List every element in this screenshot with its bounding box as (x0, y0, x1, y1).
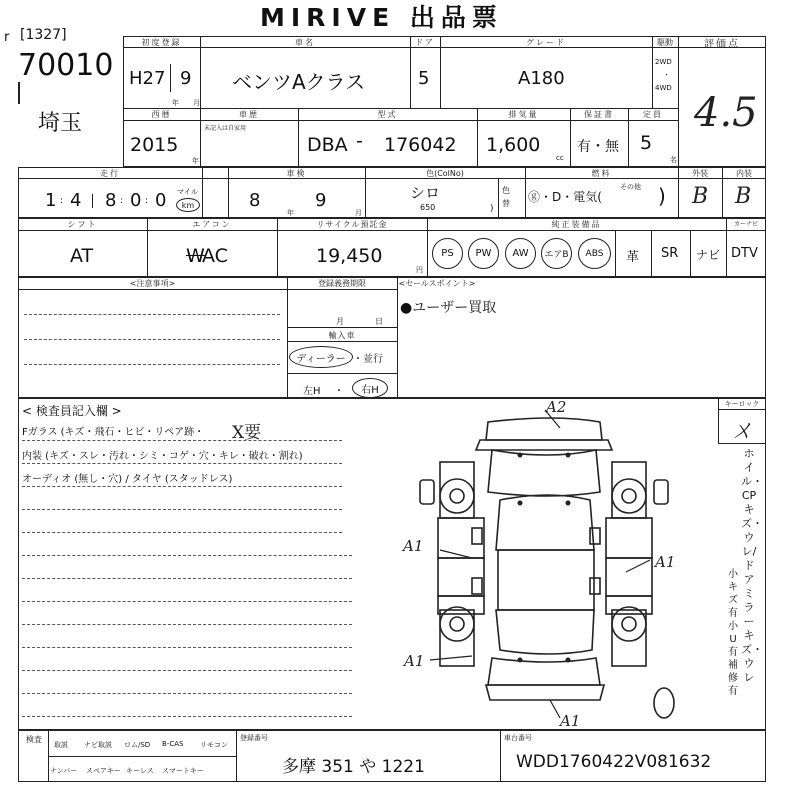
region: 埼玉 (38, 111, 83, 136)
label-exterior: 外装 (692, 169, 708, 178)
mileage-digit: 0 (130, 190, 142, 211)
recycle-fee: 19,450 (316, 245, 383, 267)
damage-a1: A1 (560, 712, 581, 730)
mileage-digit: 8 (105, 190, 117, 211)
damage-a1: A1 (403, 537, 424, 555)
equipment-ps: PS (432, 238, 463, 269)
label-shift: シフト (67, 220, 98, 229)
lot-number: 70010 (18, 48, 114, 83)
lot-prefix: r (4, 30, 10, 45)
damage-a1: A1 (655, 553, 676, 571)
bottom-item: ロム/SD (124, 741, 151, 749)
label-reg-expiry: 登録義務期限 (318, 279, 366, 288)
warranty-value: 有・無 (577, 139, 619, 155)
color-no: 650 (420, 203, 436, 212)
label-warranty: 保証書 (584, 110, 614, 119)
bottom-item: キーレス (126, 767, 154, 775)
label-fuel: 燃料 (591, 169, 612, 178)
glass-need: X要 (232, 423, 262, 443)
label-equipment: 純正装備品 (551, 220, 602, 229)
bottom-item: B-CAS (162, 740, 184, 748)
inspection-year: 8 (249, 190, 261, 211)
label-first-reg: 初度登録 (141, 38, 182, 47)
mile-unit: マイル (177, 188, 198, 196)
equipment-pw: PW (468, 238, 499, 269)
equipment-abs: ABS (578, 238, 611, 269)
vertical-note: ホイル・CPキズ・ウレ/ドアミラーキズ・ウレ (741, 447, 763, 684)
label-sale-point: <セールスポイント> (398, 279, 476, 288)
month-mark: 月 (193, 99, 200, 107)
label-import: 輸入車 (328, 331, 356, 340)
label-capacity: 定員 (643, 110, 663, 119)
label-inspection: 車検 (286, 169, 307, 178)
inspection-year-mark: 年 (287, 209, 294, 217)
label-chassis-no: 車台番号 (504, 734, 532, 742)
color-paren: ) (490, 204, 494, 214)
aircon-struck: W (186, 245, 205, 267)
person-unit: 名 (670, 156, 677, 164)
cc-unit: cc (556, 154, 564, 162)
inspector-heading: < 検査員記入欄 > (22, 404, 122, 418)
sale-point-value: ●ユーザー買取 (400, 300, 497, 316)
shift-value: AT (70, 245, 94, 267)
label-year-west: 西暦 (151, 110, 172, 119)
sheet-title: MIRIVE 出品票 (260, 3, 503, 32)
label-car-nav: カーナビ (733, 221, 758, 228)
reg-expiry-day: 日 (375, 317, 383, 326)
bottom-item: スマートキー (162, 767, 204, 775)
equipment-dtv: DTV (731, 246, 758, 261)
displacement-value: 1,600 (486, 134, 541, 156)
car-name-value: ベンツAクラス (232, 70, 366, 94)
damage-a1: A1 (404, 652, 425, 670)
bottom-item: ナンバー (50, 767, 78, 775)
model-dash: - (356, 130, 363, 152)
label-grade: グレード (526, 38, 566, 47)
equipment-airbag: エアB (541, 238, 572, 269)
exterior-grade: B (692, 184, 709, 209)
rating-value: 4.5 (694, 90, 758, 136)
year-value: 2015 (130, 134, 179, 156)
handle-right: 右H (352, 378, 388, 398)
drive-4wd: 4WD (655, 84, 672, 92)
year-mark: 年 (172, 99, 179, 107)
color-change-label: 色替 (502, 186, 510, 208)
label-recycle: リサイクル預託金 (316, 220, 388, 229)
capacity-value: 5 (640, 132, 653, 154)
grade-value: A180 (518, 68, 565, 89)
label-rating: 評価点 (704, 39, 740, 50)
label-aircon: エアコン (192, 220, 232, 229)
inspector-glass: Fガラス (キズ・飛石・ヒビ・リペア跡・ (22, 427, 205, 438)
seal-label: 検査 (26, 735, 42, 744)
bottom-item: リモコン (200, 741, 228, 749)
bottom-item: 取説 (54, 741, 68, 749)
model-code: 176042 (384, 134, 457, 156)
mileage-digit: 1 (45, 190, 57, 211)
label-keylock: キーロック (724, 400, 760, 408)
doors-value: 5 (418, 68, 430, 89)
drive-2wd: 2WD (655, 58, 672, 66)
handle-dot: ・ (334, 386, 344, 397)
bottom-item: ナビ取説 (84, 741, 112, 749)
year-mark-2: 年 (192, 157, 199, 165)
equipment-leather: 革 (626, 250, 640, 265)
label-notes: <注意事項> (129, 279, 176, 288)
first-reg-era: H27 (129, 68, 166, 89)
bottom-item: スペアキー (86, 767, 121, 775)
label-interior: 内装 (736, 169, 752, 178)
damage-a2: A2 (546, 398, 567, 416)
fuel-close: ) (658, 184, 666, 208)
mileage-digit: 0 (155, 190, 167, 211)
inspection-month-mark: 月 (355, 209, 362, 217)
interior-grade: B (735, 184, 752, 209)
label-reg-no: 登録番号 (240, 734, 268, 742)
model-prefix: DBA (307, 134, 348, 156)
label-color: 色(ColNo) (426, 169, 464, 178)
auction-sheet: MIRIVE 出品票 r [1327] 70010 埼玉 初度登録 車名 ドア グレード 駆動 評価点 H27 9 年 月 ベンツAクラス 5 A180 2WD ・ 4WD 4.5 西暦 車歴 未記入は自家用 型式 排気量 保証書 定員 2015 年 DBA - 176042 1,600 cc 有・無 5 名 走行 車検 色(ColNo) 燃料 外装 内装 1 : 4 8 : 0 : 0 マイル km 8 年 9 月 シロ 650 ) 色替 ⓖ・D・電気( その他 ) B B シフト エアコン リサイクル預託金 純正装備品 カーナビ AT W AC 19,450 円 PS PW AW エアB ABS 革 SR ナビ DTV <注意事項> 登録義務期限 <セールスポイント> 月 日 輸入車 ディーラー ・並行 左H ・ 右H ●ユーザー買取 < 検査員記入欄 > Fガラス (キズ・飛石・ヒビ・リペア跡・ X要 内装 (キズ・スレ・汚れ・シミ・コゲ・穴・キレ・破れ・割れ) オーディオ (無し・穴) / タイヤ (スタッドレス) キーロック ㄨ ホイル・CPキズ・ウレ/ドアミラーキズ・ウレ 小キズ有 小U有 補修有 A2 A1 A1 A1 A1 検査 取説 ナビ取説 ロム/SD B-CAS リモコン ナンバー スペアキー キーレス スマートキー 登録番号 多摩 351 や 1221 車台番号 WDD1760422V081632 (0, 0, 800, 800)
equipment-navi: ナビ (696, 248, 721, 262)
handle-left: 左H (303, 386, 321, 397)
inspection-month: 9 (315, 190, 327, 211)
keylock-mark: ㄨ (730, 416, 754, 444)
label-mileage: 走行 (100, 169, 120, 178)
import-dealer: ディーラー (289, 346, 353, 368)
inspector-interior: 内装 (キズ・スレ・汚れ・シミ・コゲ・穴・キレ・破れ・割れ) (22, 451, 303, 462)
chassis-number: WDD1760422V081632 (516, 752, 712, 772)
first-reg-month: 9 (180, 68, 192, 89)
equipment-sr: SR (661, 246, 679, 261)
fuel-other: その他 (620, 183, 641, 191)
label-displacement: 排気量 (508, 110, 539, 119)
aircon-value: AC (202, 245, 228, 267)
fuel-value: ⓖ・D・電気( (528, 190, 602, 204)
yen-unit: 円 (416, 266, 423, 274)
label-model: 型式 (377, 110, 398, 119)
color-value: シロ (410, 184, 441, 202)
drive-dot: ・ (663, 71, 670, 79)
history-note: 未記入は自家用 (204, 125, 247, 132)
km-circle: km (176, 198, 200, 212)
label-car-name: 車名 (295, 38, 315, 47)
label-history: 車歴 (239, 110, 259, 119)
inspector-audio: オーディオ (無し・穴) / タイヤ (スタッドレス) (22, 474, 233, 485)
lot-code: [1327] (20, 27, 67, 43)
reg-expiry-month: 月 (336, 317, 344, 326)
reg-number: 多摩 351 や 1221 (282, 757, 425, 777)
label-drive: 駆動 (657, 38, 673, 47)
label-door: ドア (415, 38, 435, 47)
equipment-aw: AW (505, 238, 536, 269)
import-parallel: ・並行 (353, 354, 383, 365)
vertical-note-2: 小キズ有 小U有 補修有 (728, 569, 738, 697)
mileage-digit: 4 (70, 190, 82, 211)
